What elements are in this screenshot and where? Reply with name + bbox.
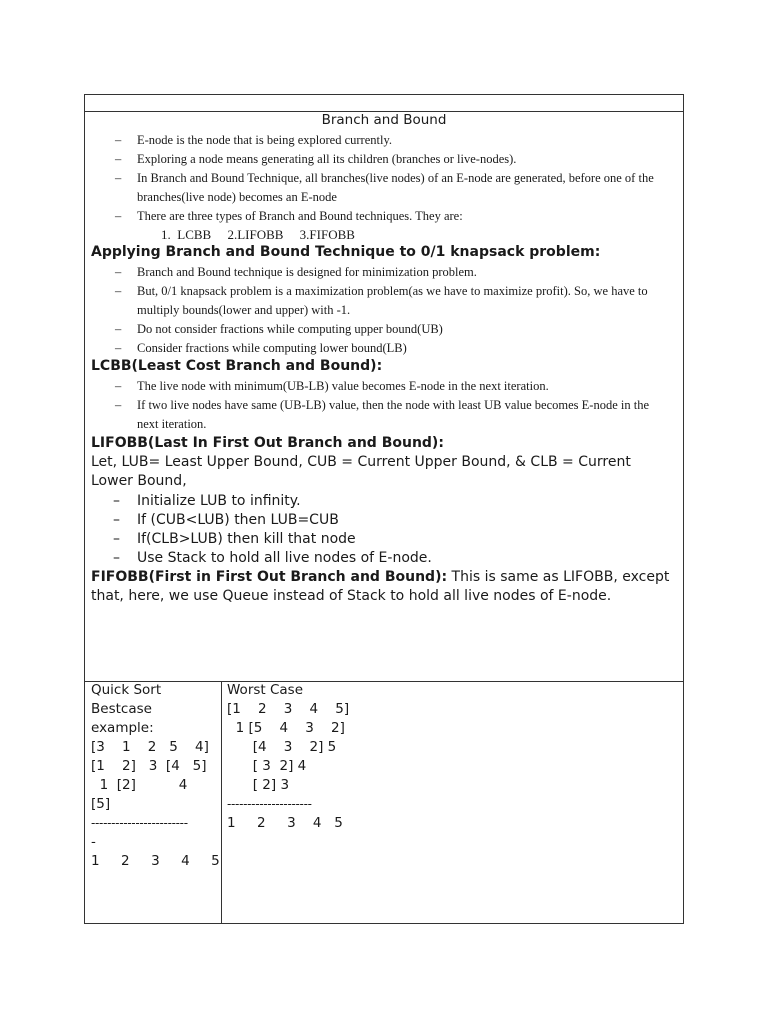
quicksort-line: Quick Sort — [91, 682, 162, 698]
quicksort-line: 1 2 3 4 5 — [91, 853, 220, 869]
list-item: – Branch and Bound technique is designed for minimization problem. — [115, 265, 477, 279]
worstcase-divider: --------------------- — [227, 797, 312, 811]
fifobb-text: This is same as LIFOBB, except that, here, we use Queue instead of Stack to hold all live nodes of E-node. — [91, 569, 670, 604]
worstcase-line: [ 2] 3 — [227, 777, 290, 793]
worstcase-line: [1 2 3 4 5] — [227, 701, 350, 717]
quicksort-line: [1 2] 3 [4 5] — [91, 758, 207, 774]
list-item: – Exploring a node means generating all its children (branches or live-nodes). — [115, 152, 517, 166]
document-table — [84, 94, 684, 924]
list-item: – Consider fractions while computing lower bound(LB) — [115, 341, 407, 355]
empty-header-row — [85, 95, 683, 112]
lifobb-heading: LIFOBB(Last In First Out Branch and Bound): — [91, 435, 444, 451]
list-item: – Do not consider fractions while computing upper bound(UB) — [115, 322, 443, 336]
list-item: – If(CLB>LUB) then kill that node — [113, 531, 356, 547]
techniques-list: 1. LCBB 2.LIFOBB 3.FIFOBB — [161, 227, 355, 242]
quicksort-line: Bestcase — [91, 701, 152, 717]
quicksort-line: [3 1 2 5 4] — [91, 739, 209, 755]
list-item: – In Branch and Bound Technique, all branches(live nodes) of an E-node are generated, before one of the branches(live node) becomes an E-node — [115, 171, 654, 204]
fifobb-heading: FIFOBB(First in First Out Branch and Bound): — [91, 569, 448, 585]
quicksort-bestcase-cell — [85, 681, 222, 923]
list-item: – Use Stack to hold all live nodes of E-node. — [113, 550, 432, 566]
worstcase-line: 1 2 3 4 5 — [227, 815, 343, 831]
quicksort-divider: ------------------------ — [91, 816, 188, 830]
list-item: – There are three types of Branch and Bound techniques. They are: — [115, 209, 463, 223]
worstcase-line: Worst Case — [227, 682, 304, 698]
branch-and-bound-notes-cell — [85, 111, 683, 682]
list-item: – But, 0/1 knapsack problem is a maximization problem(as we have to maximize profit). So, we have to multiply bounds(lower and upper) with -1. — [115, 284, 648, 317]
knapsack-heading: Applying Branch and Bound Technique to 0/1 knapsack problem: — [91, 244, 601, 260]
page-title: Branch and Bound — [321, 112, 447, 128]
lcbb-heading: LCBB(Least Cost Branch and Bound): — [91, 358, 383, 374]
fifobb-paragraph — [91, 568, 675, 606]
list-item: – The live node with minimum(UB-LB) value becomes E-node in the next iteration. — [115, 379, 549, 393]
quicksort-line: [5] — [91, 796, 111, 812]
quicksort-worstcase-cell — [221, 681, 683, 923]
quicksort-line: 1 [2] 4 — [91, 777, 188, 793]
list-item: – Initialize LUB to infinity. — [113, 493, 301, 509]
quicksort-line: - — [91, 834, 96, 850]
lifobb-intro: Let, LUB= Least Upper Bound, CUB = Current Upper Bound, & CLB = Current Lower Bound, — [91, 454, 631, 489]
list-item: – E-node is the node that is being explored currently. — [115, 133, 393, 147]
list-item: – If two live nodes have same (UB-LB) value, then the node with least UB value becomes E-node in the next iteration. — [115, 398, 650, 431]
quicksort-line: example: — [91, 720, 154, 736]
worstcase-line: 1 [5 4 3 2] — [227, 720, 345, 736]
worstcase-line: [4 3 2] 5 — [227, 739, 337, 755]
worstcase-line: [ 3 2] 4 — [227, 758, 307, 774]
list-item: – If (CUB<LUB) then LUB=CUB — [113, 512, 339, 528]
